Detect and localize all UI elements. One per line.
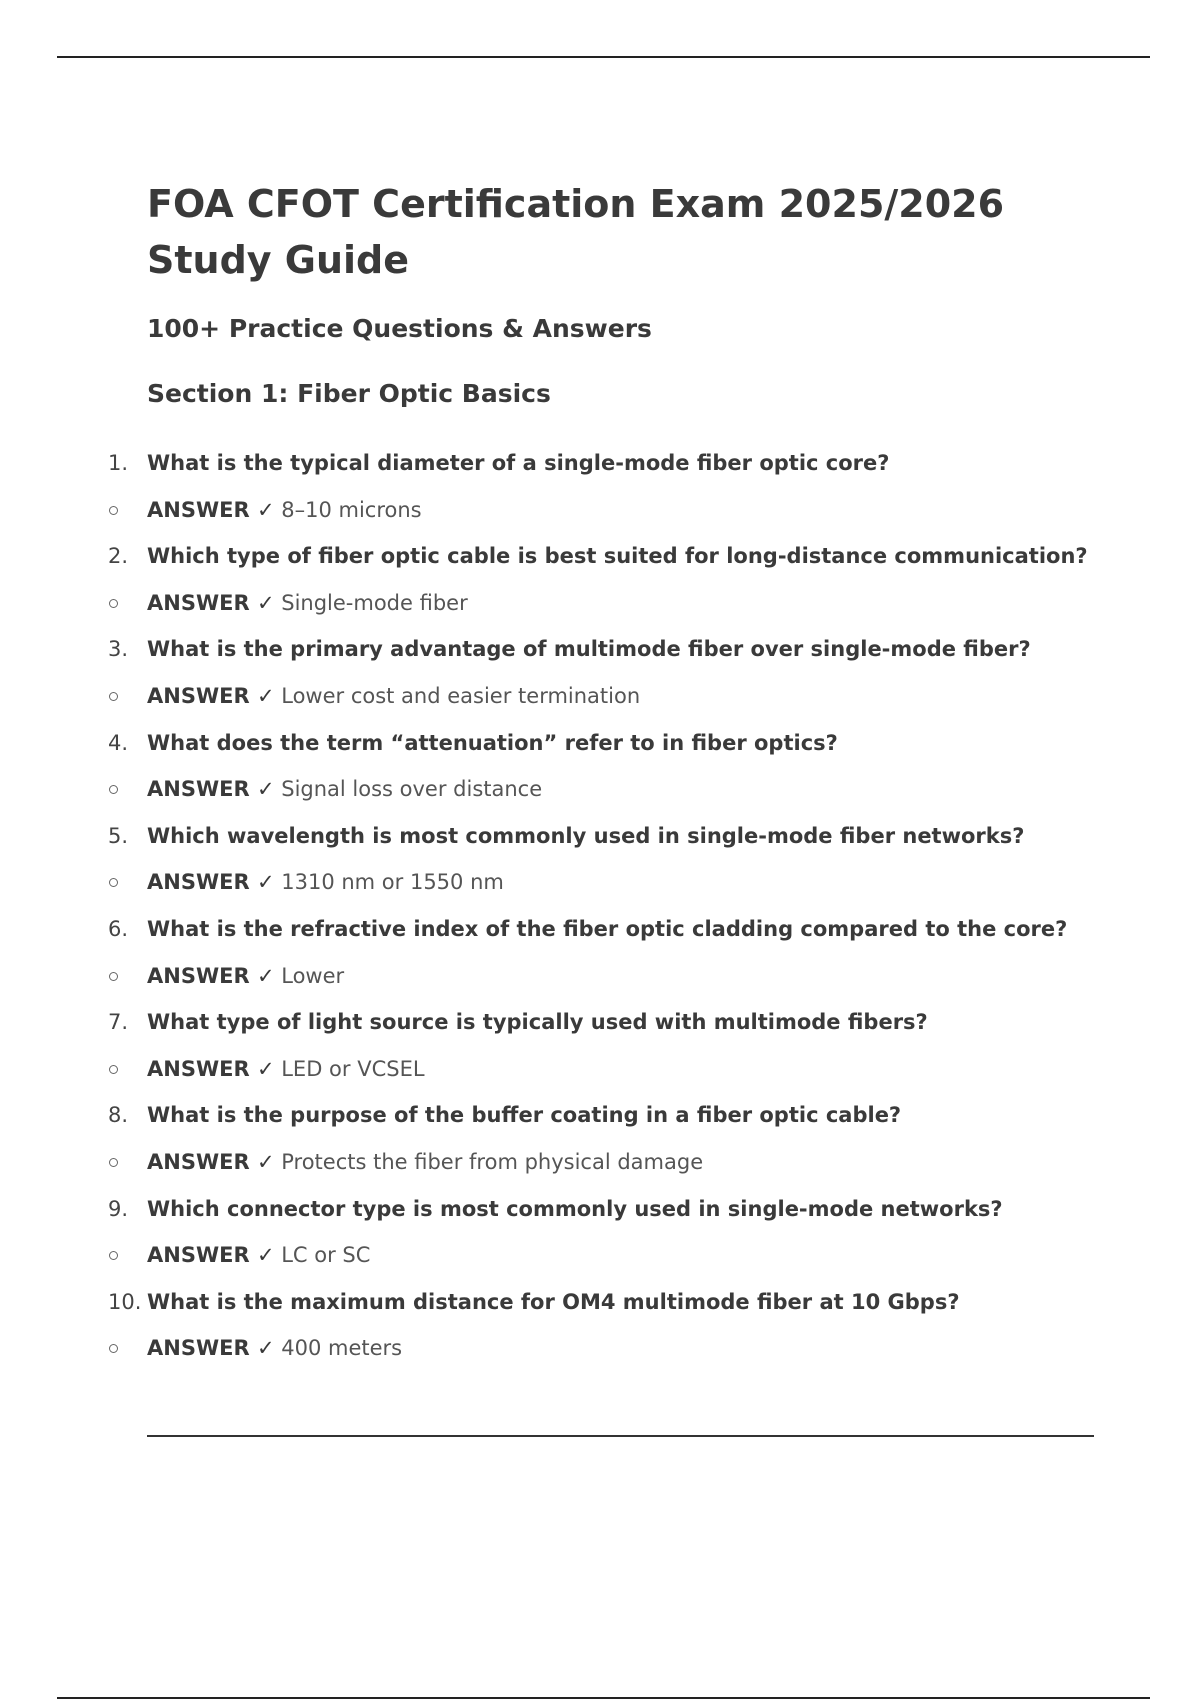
answer-label: ANSWER ✓ [147, 870, 275, 895]
question-item [0, 538, 1200, 585]
question-item [0, 818, 1200, 865]
question-number: 6. [108, 916, 129, 941]
answer-text: 400 meters [281, 1336, 403, 1361]
answer-item [0, 771, 1200, 818]
answer-label: ANSWER ✓ [147, 590, 275, 615]
answer-label: ANSWER ✓ [147, 497, 275, 522]
question-number: 1. [108, 451, 129, 475]
question-text: Which connector type is most commonly used in single-mode networks? [147, 1196, 1003, 1221]
answer-label: ANSWER ✓ [147, 683, 275, 708]
question-number: 3. [108, 637, 129, 662]
question-number: 4. [108, 730, 129, 755]
question-text: What is the refractive index of the fiber optic cladding compared to the core? [147, 916, 1068, 941]
page-bottom-rule [57, 1697, 1150, 1699]
answer-text: Lower [281, 963, 345, 988]
circle-bullet-icon [109, 1065, 118, 1074]
circle-bullet-icon [109, 599, 118, 608]
question-text: What is the maximum distance for OM4 multimode fiber at 10 Gbps? [147, 1289, 960, 1314]
section-title: Section 1: Fiber Optic Basics [147, 379, 551, 408]
document-title: FOA CFOT Certification Exam 2025/2026 Study Guide [147, 182, 1005, 282]
answer-text: 1310 nm or 1550 nm [281, 870, 504, 895]
answer-text: Signal loss over distance [281, 777, 543, 802]
answer-label: ANSWER ✓ [147, 1336, 275, 1361]
answer-item [0, 585, 1200, 632]
answer-label: ANSWER ✓ [147, 1149, 275, 1174]
answer-label: ANSWER ✓ [147, 963, 275, 988]
question-text: What type of light source is typically used with multimode fibers? [147, 1010, 928, 1035]
circle-bullet-icon [109, 1158, 118, 1167]
question-text: What is the purpose of the buffer coating in a fiber optic cable? [147, 1103, 902, 1128]
answer-item [0, 1330, 1200, 1377]
answer-item [0, 864, 1200, 911]
circle-bullet-icon [109, 785, 118, 794]
answer-item [0, 492, 1200, 539]
answer-text: Lower cost and easier termination [281, 683, 641, 708]
question-text: Which type of fiber optic cable is best suited for long-distance communication? [147, 544, 1088, 569]
question-text: What is the typical diameter of a single-mode fiber optic core? [147, 451, 890, 475]
answer-label: ANSWER ✓ [147, 1243, 275, 1268]
answer-text: LC or SC [281, 1243, 371, 1268]
question-number: 9. [108, 1196, 129, 1221]
answer-item [0, 678, 1200, 725]
circle-bullet-icon [109, 506, 118, 515]
question-number: 7. [108, 1010, 129, 1035]
answer-text: 8–10 microns [281, 497, 422, 522]
question-list [0, 445, 1200, 1377]
question-item [0, 725, 1200, 772]
question-item [0, 445, 1200, 492]
question-item [0, 1004, 1200, 1051]
question-item [0, 1284, 1200, 1331]
question-text: Which wavelength is most commonly used in single-mode fiber networks? [147, 823, 1025, 848]
question-item [0, 1097, 1200, 1144]
question-text: What is the primary advantage of multimode fiber over single-mode fiber? [147, 637, 1031, 662]
answer-item [0, 1144, 1200, 1191]
question-item [0, 1191, 1200, 1238]
circle-bullet-icon [109, 1344, 118, 1353]
question-number: 8. [108, 1103, 129, 1128]
answer-text: Single-mode fiber [281, 590, 468, 615]
answer-item [0, 958, 1200, 1005]
circle-bullet-icon [109, 878, 118, 887]
circle-bullet-icon [109, 972, 118, 981]
answer-text: LED or VCSEL [281, 1056, 425, 1081]
circle-bullet-icon [109, 692, 118, 701]
answer-item [0, 1051, 1200, 1098]
answer-label: ANSWER ✓ [147, 1056, 275, 1081]
answer-text: Protects the fiber from physical damage [281, 1149, 704, 1174]
circle-bullet-icon [109, 1251, 118, 1260]
section-divider [147, 1435, 1094, 1437]
question-number: 10. [108, 1289, 142, 1314]
question-number: 2. [108, 544, 129, 569]
document-subtitle: 100+ Practice Questions & Answers [147, 314, 652, 343]
question-item [0, 631, 1200, 678]
question-item [0, 911, 1200, 958]
answer-item [0, 1237, 1200, 1284]
page-top-rule [57, 56, 1150, 58]
answer-label: ANSWER ✓ [147, 777, 275, 802]
question-text: What does the term “attenuation” refer to in fiber optics? [147, 730, 838, 755]
question-number: 5. [108, 823, 129, 848]
